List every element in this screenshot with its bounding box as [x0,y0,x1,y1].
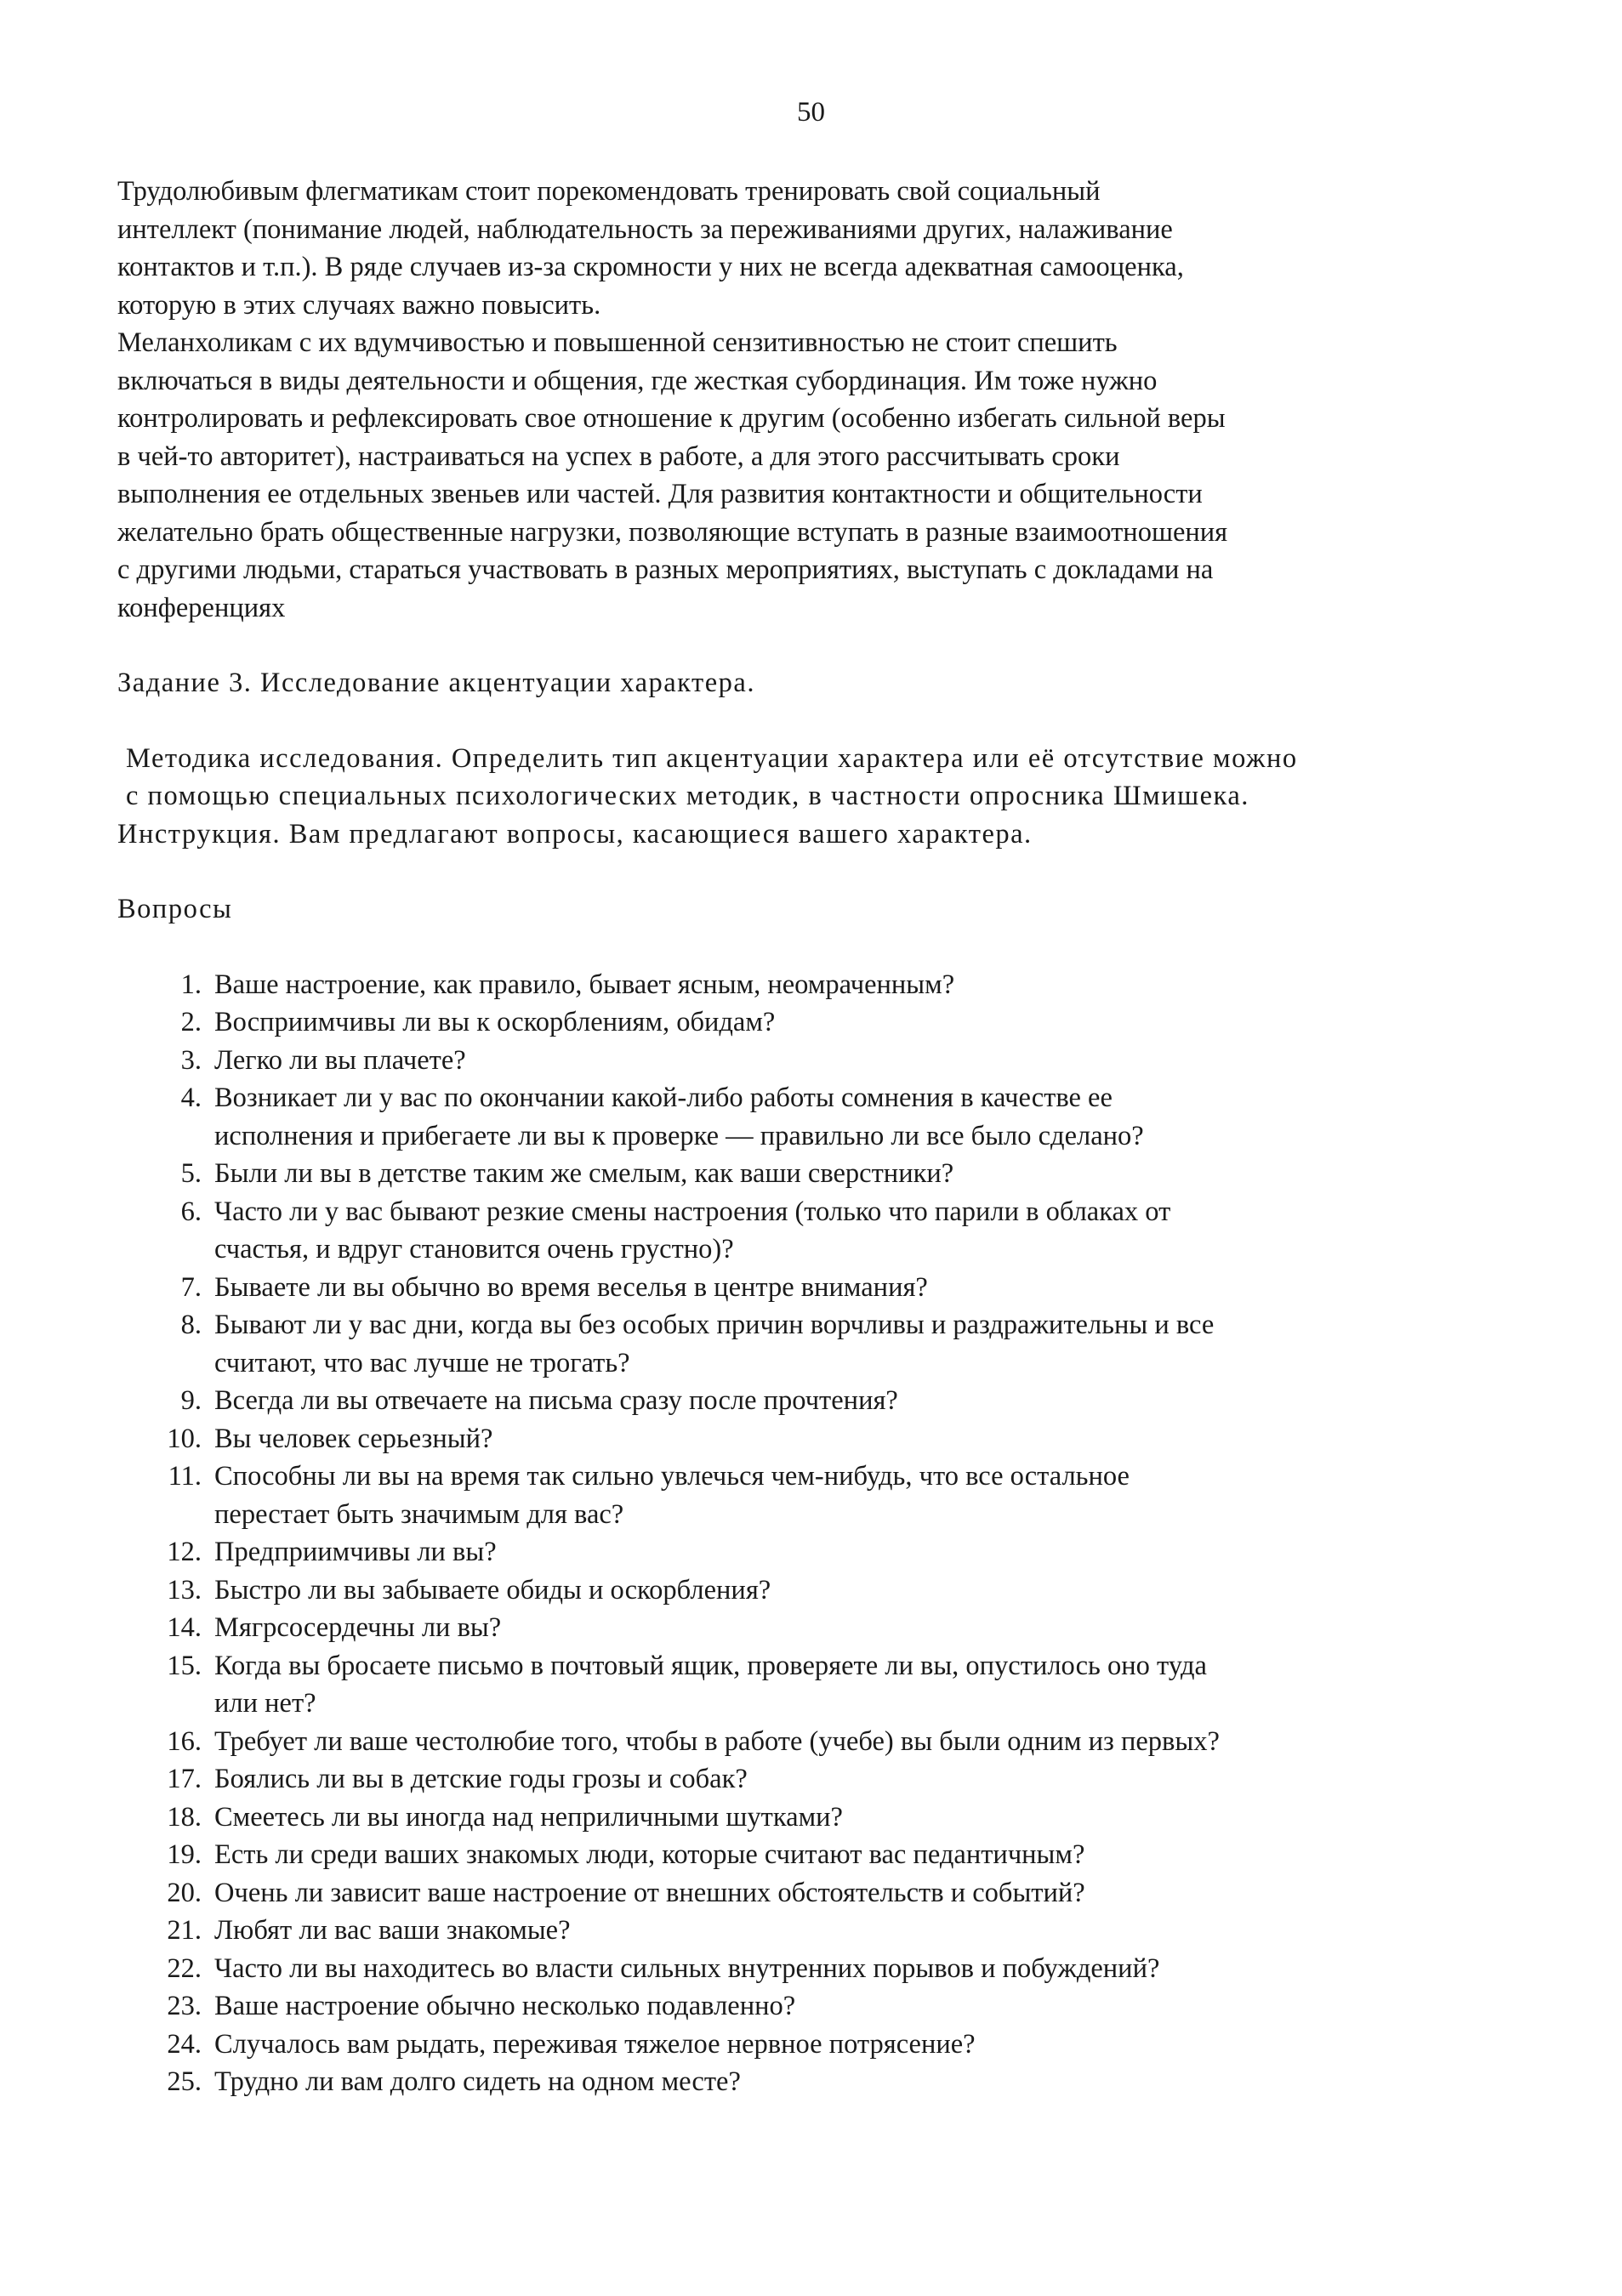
question-text: Быстро ли вы забываете обиды и оскорбления? [214,1574,771,1605]
question-number: 13. [167,1574,202,1605]
question-text: Мягрсосердечны ли вы? [214,1612,502,1643]
question-item [117,1458,1478,1533]
question-number: 1. [180,969,202,1000]
question-text: Требует ли ваше честолюбие того, чтобы в работе (учебе) вы были одним из первых? [214,1725,1220,1757]
question-item [117,1799,1478,1837]
question-item [117,1609,1478,1647]
question-number: 25. [167,2066,202,2097]
question-number: 15. [167,1650,202,1681]
question-item [117,1723,1478,1761]
question-text: Смеетесь ли вы иногда над неприличными шутками? [214,1801,843,1833]
instruction-paragraph: Инструкция. Вам предлагают вопросы, касающиеся вашего характера. [117,818,1033,850]
question-number: 2. [180,1007,202,1037]
question-text: Любят ли вас ваши знакомые? [214,1915,571,1946]
question-number: 7. [180,1271,202,1303]
question-text: Возникает ли у вас по окончании какой-либо работы сомнения в качестве ее исполнения и прибегаете ли вы к проверке — правильно ли все было сделано? [214,1083,1144,1151]
spacer [117,929,1478,966]
question-number: 23. [167,1991,202,2021]
question-item [117,1874,1478,1912]
question-number: 10. [167,1423,202,1454]
question-item [117,1042,1478,1080]
spacer [117,702,1478,740]
question-number: 17. [167,1764,202,1794]
question-item [117,1912,1478,1950]
question-item [117,1306,1478,1382]
page-content [117,173,1478,2101]
question-text: Часто ли у вас бывают резкие смены настроения (только что парили в облаках от счастья, и вдруг становится очень грустно)? [214,1196,1171,1265]
question-item [117,966,1478,1004]
question-item [117,1571,1478,1610]
question-item [117,2026,1478,2064]
question-item [117,1836,1478,1874]
question-text: Предприимчивы ли вы? [214,1537,497,1567]
question-item [117,1269,1478,1307]
question-text: Легко ли вы плачете? [214,1044,466,1076]
question-text: Всегда ли вы отвечаете на письма сразу после прочтения? [214,1385,898,1416]
question-item [117,1420,1478,1458]
question-text: Восприимчивы ли вы к оскорблениям, обидам? [214,1007,776,1037]
questions-list [117,966,1478,2101]
question-text: Ваше настроение обычно несколько подавленно? [214,1991,796,2021]
question-item [117,1987,1478,2026]
questions-heading: Вопросы [117,894,233,924]
question-item [117,2063,1478,2101]
paragraph-melancholics: Меланхоликам с их вдумчивостью и повышенной сензитивностью не стоит спешить включаться в виды деятельности и общения, где жесткая субординация. Им тоже нужно контролировать и рефлексировать свое отношение к другим (особенно избегать сильной веры в чей-то авторитет), настраиваться на успех в работе, а для этого рассчитывать сроки выполнения ее отдельных звеньев или частей. Для развития контактности и общительности желательно брать общественные нагрузки, позволяющие вступать в разные взаимоотношения с другими людьми, стараться участвовать в разных мероприятиях, выступать с докладами на конференциях [117,327,1228,623]
question-item [117,1193,1478,1269]
question-text: Случалось вам рыдать, переживая тяжелое нервное потрясение? [214,2028,976,2060]
question-number: 12. [167,1537,202,1567]
question-number: 9. [180,1385,202,1416]
question-number: 14. [167,1612,202,1643]
question-number: 21. [167,1915,202,1946]
question-text: Способны ли вы на время так сильно увлечься чем-нибудь, что все остальное перестает быть значимым для вас? [214,1461,1130,1530]
question-text: Были ли вы в детстве таким же смелым, как ваши сверстники? [214,1158,954,1189]
question-item [117,1382,1478,1420]
question-item [117,1003,1478,1042]
question-text: Трудно ли вам долго сидеть на одном месте? [214,2066,741,2097]
question-item [117,1760,1478,1799]
question-text: Боялись ли вы в детские годы грозы и собак? [214,1764,748,1794]
question-text: Когда вы бросаете письмо в почтовый ящик, проверяете ли вы, опустилось оно туда или нет? [214,1650,1207,1719]
question-number: 18. [167,1801,202,1833]
question-text: Часто ли вы находитесь во власти сильных внутренних порывов и побуждений? [214,1952,1160,1984]
spacer [117,627,1478,664]
question-number: 6. [180,1196,202,1227]
question-text: Вы человек серьезный? [214,1423,493,1454]
question-item [117,1155,1478,1193]
question-item [117,1950,1478,1988]
question-item [117,1647,1478,1723]
question-text: Ваше настроение, как правило, бывает ясным, неомраченным? [214,969,955,1000]
question-number: 24. [167,2028,202,2060]
methodology-paragraph: Методика исследования. Определить тип акцентуации характера или её отсутствие можно с помощью специальных психологических методик, в частности опросника Шмишека. [126,742,1298,811]
question-text: Бываете ли вы обычно во время веселья в центре внимания? [214,1271,928,1303]
question-item [117,1079,1478,1155]
question-number: 5. [180,1158,202,1189]
question-item [117,1533,1478,1571]
question-number: 19. [167,1839,202,1870]
question-text: Очень ли зависит ваше настроение от внешних обстоятельств и событий? [214,1877,1085,1908]
task-heading: Задание 3. Исследование акцентуации характера. [117,668,755,698]
question-text: Бывают ли у вас дни, когда вы без особых причин ворчливы и раздражительны и все считают, что вас лучше не трогать? [214,1310,1215,1378]
question-number: 22. [167,1952,202,1984]
question-number: 3. [180,1044,202,1076]
question-number: 4. [180,1083,202,1113]
question-number: 8. [180,1310,202,1340]
page-number: 50 [797,97,825,128]
question-number: 16. [167,1725,202,1757]
spacer [117,853,1478,890]
question-number: 20. [167,1877,202,1908]
question-number: 11. [168,1461,202,1492]
paragraph-phlegmatics: Трудолюбивым флегматикам стоит порекомендовать тренировать свой социальный интеллект (понимание людей, наблюдательность за переживаниями других, налаживание контактов и т.п.). В ряде случаев из-за скромности у них не всегда адекватная самооценка, которую в этих случаях важно повысить. [117,176,1184,321]
question-text: Есть ли среди ваших знакомых люди, которые считают вас педантичным? [214,1839,1085,1870]
